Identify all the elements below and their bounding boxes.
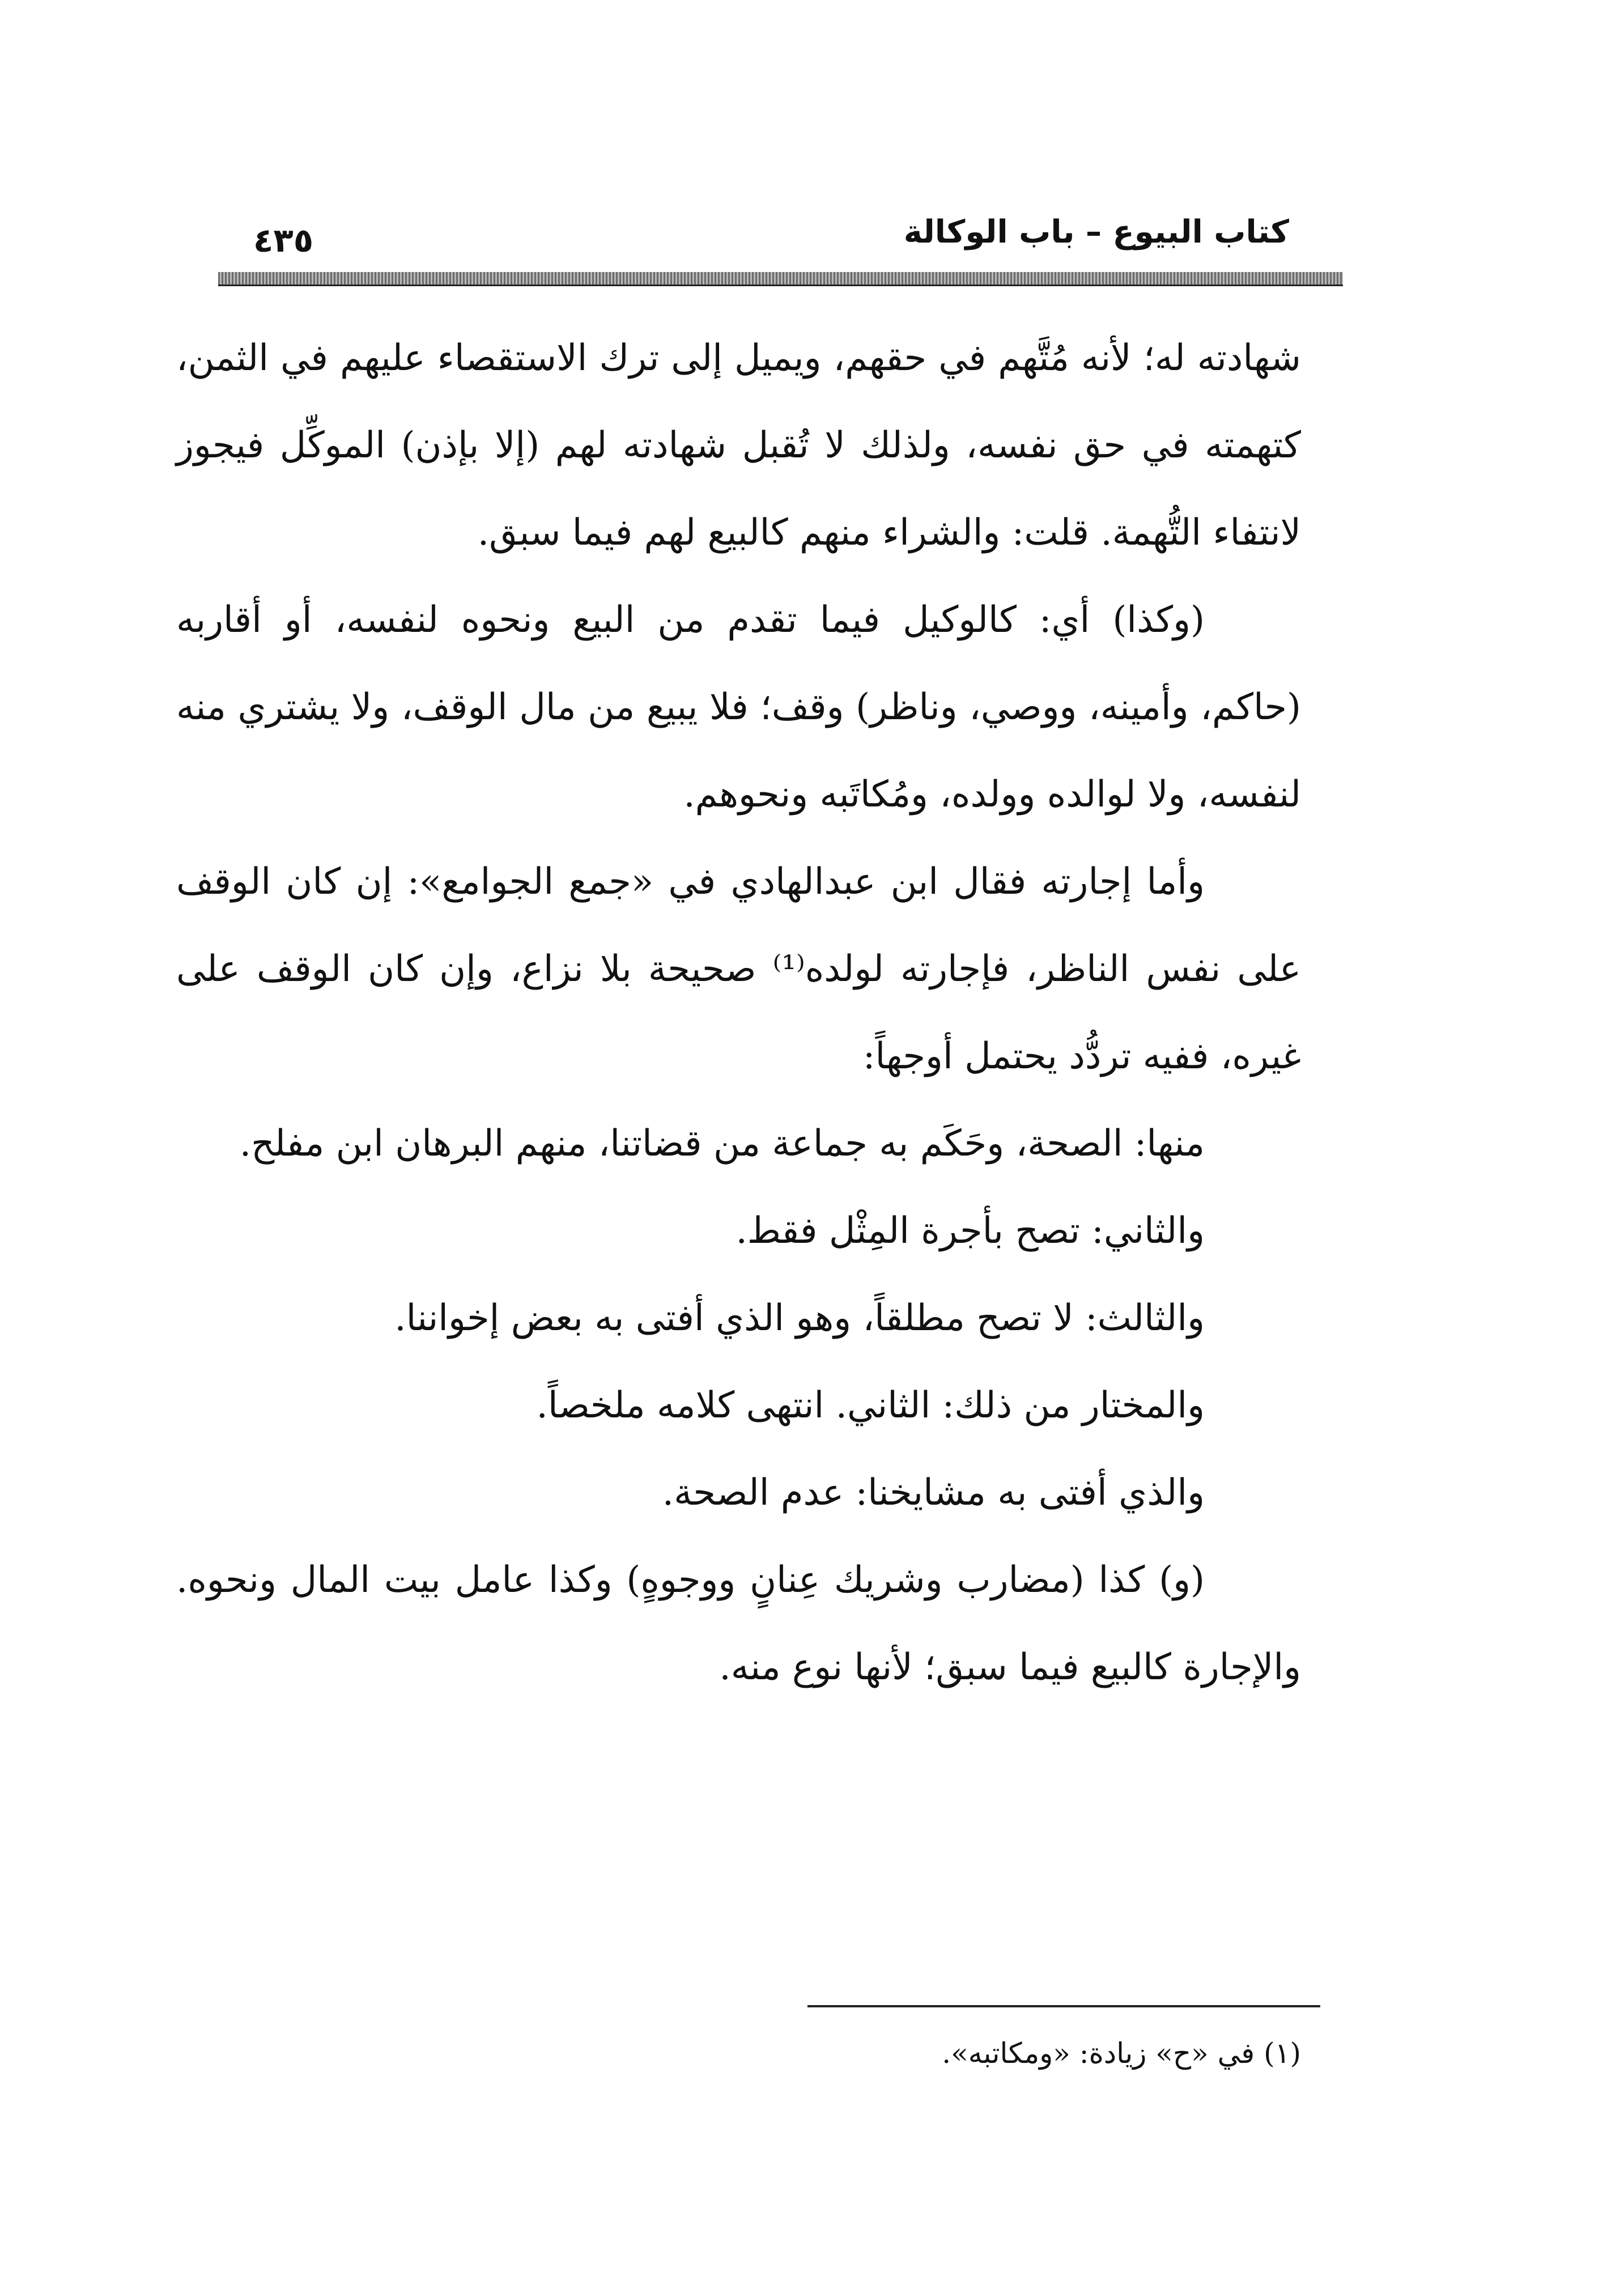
paragraph: شهادته له؛ لأنه مُتَّهم في حقهم، ويميل إلى ترك الاستقصاء عليهم في الثمن، كتهمته في حق نفسه، ولذلك لا تُقبل شهادته لهم (إلا بإذن) الموكِّل فيجوز لانتفاء التُّهمة. قلت: والشراء منهم كالبيع لهم فيما سبق. <box>176 337 1302 554</box>
footnote-separator <box>807 2005 1320 2007</box>
paragraph: (و) كذا (مضارب وشريك عِنانٍ ووجوهٍ) وكذا عامل بيت المال ونحوه. والإجارة كالبيع فيما سبق؛ لأنها نوع منه. <box>176 1559 1301 1688</box>
running-header <box>218 210 1343 266</box>
main-text <box>176 315 1301 1711</box>
paragraph: والثاني: تصح بأجرة المِثْل فقط. <box>736 1210 1205 1252</box>
paragraph: وأما إجارته فقال ابن عبدالهادي في «جمع الجوامع»: إن كان الوقف على نفس الناظر، فإجارته لولده⁽¹⁾ صحيحة بلا نزاع، وإن كان الوقف على غيره، ففيه تردُّد يحتمل أوجهاً: <box>176 861 1302 1077</box>
chapter-title: كتاب البيوع – باب الوكالة <box>903 214 1289 250</box>
paragraph: منها: الصحة، وحَكَم به جماعة من قضاتنا، منهم البرهان ابن مفلح. <box>239 1123 1205 1165</box>
paragraph: والذي أفتى به مشايخنا: عدم الصحة. <box>662 1472 1205 1514</box>
footnote: (١) في «ح» زيادة: «ومكاتبه». <box>942 2037 1301 2070</box>
page-number: ٤٣٥ <box>253 221 314 260</box>
paragraph: والثالث: لا تصح مطلقاً، وهو الذي أفتى به بعض إخواننا. <box>394 1297 1205 1339</box>
paragraph: والمختار من ذلك: الثاني. انتهى كلامه ملخصاً. <box>536 1385 1205 1426</box>
header-rule <box>218 272 1343 286</box>
paragraph: (وكذا) أي: كالوكيل فيما تقدم من البيع ونحوه لنفسه، أو أقاربه (حاكم، وأمينه، ووصي، وناظر) وقف؛ فلا يبيع من مال الوقف، ولا يشتري منه لنفسه، ولا لوالده وولده، ومُكاتَبه ونحوهم. <box>176 599 1301 816</box>
